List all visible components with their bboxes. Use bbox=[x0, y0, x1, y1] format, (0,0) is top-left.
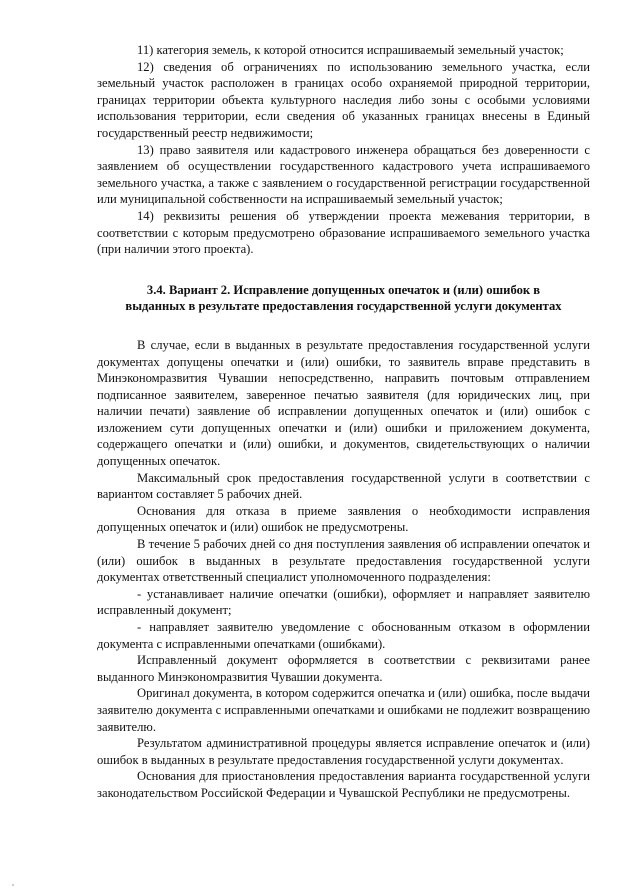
list-item-13: 13) право заявителя или кадастрового инженера обращаться без доверенности с заявлением об осуществлении государственного кадастрового учета испрашиваемого земельного участка, а также с заявлением о государственной регистрации государственной или муниципальной собственности на испрашиваемый земельный участок; bbox=[97, 142, 590, 207]
list-item-12: 12) сведения об ограничениях по использованию земельного участка, если земельный участок расположен в границах особо охраняемой природной территории, границах территории объекта культурного наследия либо зоны с особыми условиями использования территории, если сведения об указанных границах внесены в Единый государственный реестр недвижимости; bbox=[97, 59, 590, 140]
scan-speck bbox=[12, 884, 14, 886]
list-item-14: 14) реквизиты решения об утверждении проекта межевания территории, в соответствии с которым предусмотрено образование испрашиваемого земельного участка (при наличии этого проекта). bbox=[97, 208, 590, 257]
paragraph-suspension-grounds: Основания для приостановления предоставления варианта государственной услуги законодательством Российской Федерации и Чувашской Республики не предусмотрены. bbox=[97, 769, 590, 800]
paragraph-max-term: Максимальный срок предоставления государственной услуги в соответствии с вариантом составляет 5 рабочих дней. bbox=[97, 470, 590, 502]
paragraph-processing-period: В течение 5 рабочих дней со дня поступления заявления об исправлении опечаток и (или) ошибок в выданных в результате предоставления государственной услуги документах ответственный специалист уполномоченного подразделения: bbox=[97, 537, 590, 585]
list-item-11: 11) категория земель, к которой относится испрашиваемый земельный участок; bbox=[137, 43, 564, 57]
paragraph-original-document: Оригинал документа, в котором содержится опечатка и (или) ошибка, после выдачи заявителю документа с исправленными опечатками и ошибками не подлежит возвращению заявителю. bbox=[97, 686, 590, 734]
section-heading-line-2: выданных в результате предоставления государственной услуги документах bbox=[125, 299, 562, 314]
section-heading-line-1: 3.4. Вариант 2. Исправление допущенных опечаток и (или) ошибок в bbox=[146, 282, 541, 297]
paragraph-correction-request: В случае, если в выданных в результате предоставления государственной услуги документах допущены опечатки и (или) ошибки, то заявитель вправе представить в Минэкономразвития Чувашии непосредственно, направить почтовым отправлением подписанное заявителем, заверенное печатью заявителя (для юридических лиц, при наличии печати) заявление об исправлении допущенных опечаток и (или) ошибок с изложением сути допущенных опечатки и (или) ошибки и приложением документа, содержащего опечатки и (или) ошибки, и документов, свидетельствующих о наличии допущенных опечаток. bbox=[97, 337, 590, 469]
paragraph-refusal-grounds: Основания для отказа в приеме заявления о необходимости исправления допущенных опечаток и (или) ошибок не предусмотрены. bbox=[97, 503, 590, 535]
paragraph-corrected-document: Исправленный документ оформляется в соответствии с реквизитами ранее выданного Минэкономразвития Чувашии документа. bbox=[97, 653, 590, 684]
paragraph-dash-notification: - направляет заявителю уведомление с обоснованным отказом в оформлении документа с исправленными опечатками (ошибками). bbox=[97, 620, 590, 651]
paragraph-result: Результатом административной процедуры является исправление опечаток и (или) ошибок в выданных в результате предоставления государственной услуги документах. bbox=[97, 736, 590, 767]
section-heading bbox=[97, 282, 590, 315]
paragraph-dash-establishes: - устанавливает наличие опечатки (ошибки), оформляет и направляет заявителю исправленный документ; bbox=[97, 586, 590, 618]
